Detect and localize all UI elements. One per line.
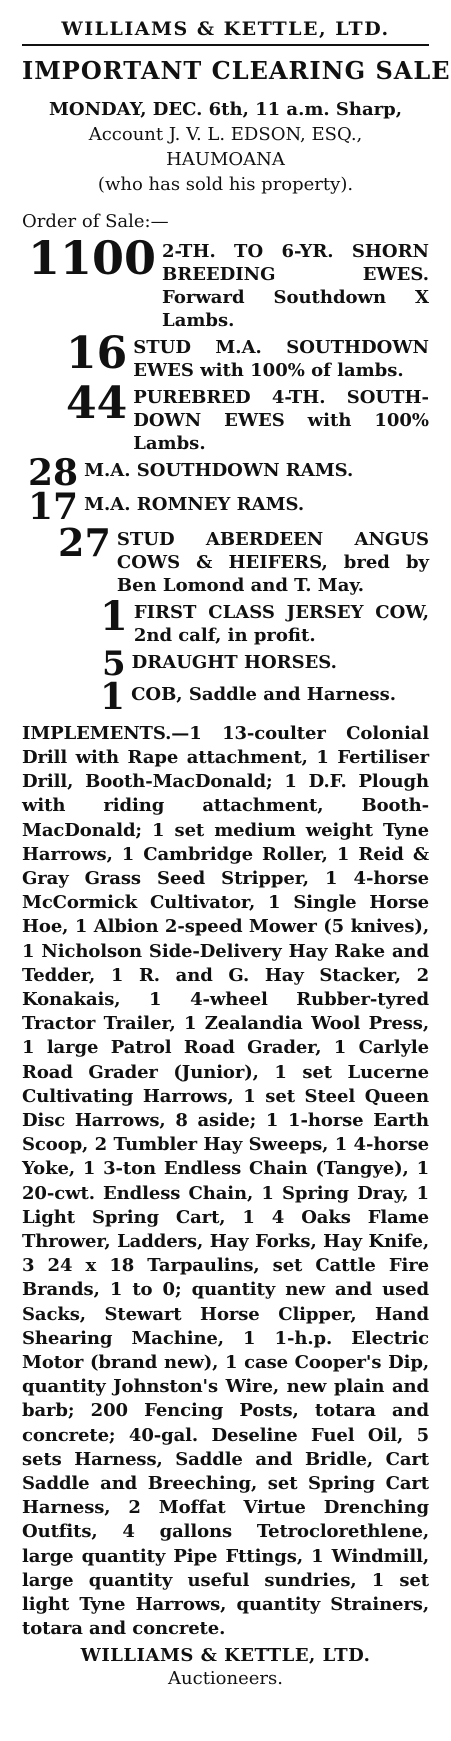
implements-text: 1 13-coulter Colonial Drill with Rape attachment, 1 Fertiliser Drill, Booth-MacDonald; 1 D.F. Plough with riding attachment, Booth-MacDonald; 1 set medium weight Tyne Harrows, 1 Cambridge Roller, 1 Reid & Gray Grass Seed Stripper, 1 4-horse McCormick Cultivator, 1 Single Horse Hoe, 1 Albion 2-speed Mower (5 knives), 1 Nicholson Side-Delivery Hay Rake and Tedder, 1 R. and G. Hay Stacker, 2 Konakais, 1 4-wheel Rubber-tyred Tractor Trailer, 1 Zealandia Wool Press, 1 large Patrol Road Grader, 1 Carlyle Road Grader (Junior), 1 set Lucerne Cultivating Harrows, 1 set Steel Queen Disc Harrows, 8 aside; 1 1-horse Earth Scoop, 2 Tumbler Hay Sweeps, 1 4-horse Yoke, 1 3-ton Endless Chain (Tangye), 1 20-cwt. Endless Chain, 1 Spring Dray, 1 Light Spring Cart, 1 4 Oaks Flame Thrower, Ladders, Hay Forks, Hay Knife, 3 24 x 18 Tarpaulins, set Cattle Fire Brands, 1 to 0; quantity new and used Sacks, Stewart Horse Clipper, Hand Shearing Machine, 1 1-h.p. Electric Motor (brand new), 1 case Cooper's Dip, quantity Johnston's Wire, new plain and barb; 200 Fencing Posts, totara and concrete; 40-gal. Deseline Fuel Oil, 5 sets Harness, Saddle and Bridle, Cart Saddle and Breeching, set Spring Cart Harness, 2 Moffat Virtue Drenching Outfits, 4 gallons Tetroclorethlene, large quantity Pipe Fttings, 1 Windmill, large quantity useful sundries, 1 set light Tyne Harrows, quantity Strainers, totara and concrete. [22, 722, 429, 1640]
lot-item [22, 231, 429, 332]
lot-quantity: 27 [58, 519, 111, 565]
heading-rule [22, 44, 429, 46]
vendor-note: (who has sold his property). [97, 174, 354, 195]
account-line: Account J. V. L. EDSON, ESQ., [88, 124, 363, 145]
lot-item [22, 378, 429, 455]
lot-quantity: 28 [28, 452, 79, 494]
lot-item [22, 452, 429, 494]
company-heading: WILLIAMS & KETTLE, LTD. [61, 18, 390, 40]
lot-description: M.A. ROMNEY RAMS. [84, 494, 305, 516]
lot-quantity: 1 [100, 676, 126, 719]
sale-title: IMPORTANT CLEARING SALE [22, 56, 451, 85]
lot-description: 2-TH. TO 6-YR. SHORN BREEDING EWES. Forward Southdown X Lambs. [162, 241, 429, 331]
lot-quantity: 1 [100, 592, 128, 640]
lot-quantity: 44 [66, 378, 128, 429]
lot-description: FIRST CLASS JERSEY COW, 2nd calf, in profit. [133, 601, 429, 646]
lot-item [22, 643, 429, 684]
lot-description: COB, Saddle and Harness. [131, 684, 397, 706]
order-of-sale-label: Order of Sale:— [22, 211, 169, 232]
lot-description: STUD M.A. SOUTHDOWN EWES with 100% of lambs. [133, 337, 429, 381]
lot-item [22, 328, 429, 382]
lot-description: STUD ABERDEEN ANGUS COWS & HEIFERS, bred by Ben Lomond and T. May. [116, 528, 429, 596]
lot-quantity: 1100 [28, 231, 157, 285]
lot-quantity: 17 [28, 486, 79, 529]
lot-item [22, 592, 429, 647]
lot-description: PUREBRED 4-TH. SOUTH-DOWN EWES with 100% Lambs. [133, 387, 429, 454]
lot-quantity: 16 [66, 328, 128, 379]
implements-list [22, 722, 429, 1642]
lot-item [22, 486, 429, 529]
auctioneer-role: Auctioneers. [168, 1668, 283, 1690]
lot-quantity: 5 [102, 643, 126, 684]
location-line: HAUMOANA [166, 149, 285, 170]
lot-item [22, 676, 429, 719]
auctioneer-company: WILLIAMS & KETTLE, LTD. [80, 1645, 371, 1667]
lot-description: M.A. SOUTHDOWN RAMS. [84, 460, 354, 481]
sale-date: MONDAY, DEC. 6th, 11 a.m. Sharp, [48, 99, 403, 120]
implements-lead: IMPLEMENTS.— [22, 722, 190, 744]
lot-description: DRAUGHT HORSES. [131, 651, 337, 673]
lot-item [22, 519, 429, 597]
